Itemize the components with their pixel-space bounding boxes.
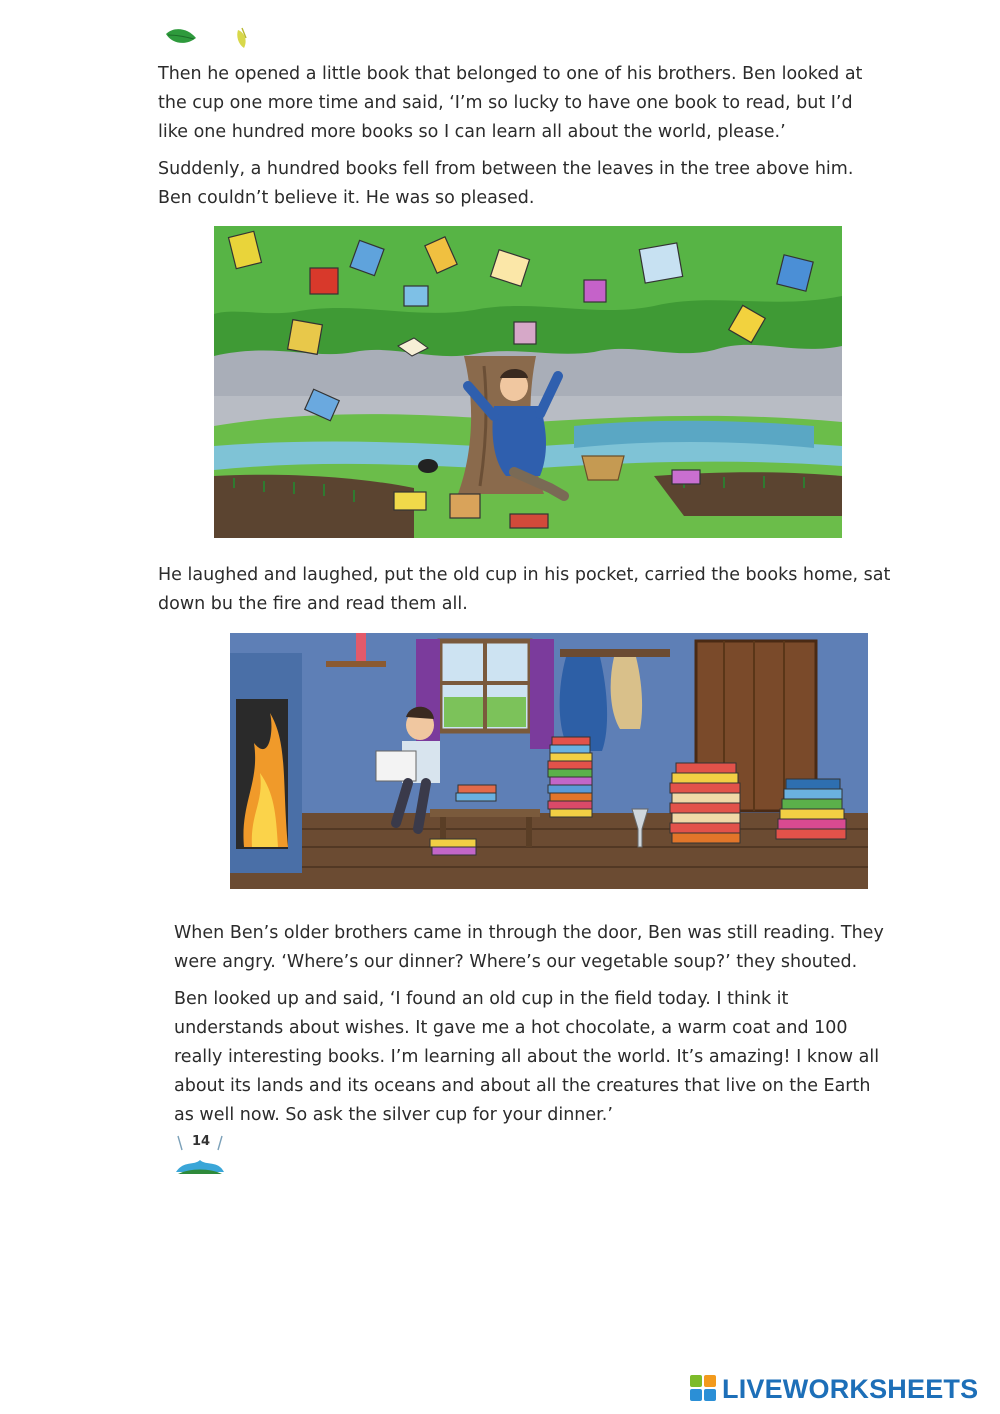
text-line: really interesting books. I’m learning all about the world. It’s amazing! I know all <box>174 1047 880 1067</box>
text-line: like one hundred more books so I can learn all about the world, please.’ <box>158 122 786 142</box>
reading-room-illustration <box>230 633 868 889</box>
text-line: Ben looked up and said, ‘I found an old cup in the field today. I think it <box>174 989 789 1009</box>
paragraph-2 <box>158 155 853 213</box>
paragraph-4 <box>174 919 884 977</box>
liveworksheets-logo-icon <box>690 1375 718 1403</box>
text-line: Suddenly, a hundred books fell from between the leaves in the tree above him. <box>158 159 854 179</box>
text-line: He laughed and laughed, put the old cup in his pocket, carried the books home, sat <box>158 565 891 585</box>
brand-name: LIVEWORKSHEETS <box>722 1373 979 1404</box>
brand-watermark[interactable] <box>690 1373 978 1405</box>
tree-books-illustration <box>214 226 842 538</box>
text-line: were angry. ‘Where’s our dinner? Where’s our vegetable soup?’ they shouted. <box>174 952 858 972</box>
text-line: understands about wishes. It gave me a hot chocolate, a warm coat and 100 <box>174 1018 848 1038</box>
text-line: When Ben’s older brothers came in through the door, Ben was still reading. They <box>174 923 884 943</box>
paragraph-1 <box>158 60 862 147</box>
leaf-icon <box>160 24 260 54</box>
text-line: as well now. So ask the silver cup for your dinner.’ <box>174 1105 613 1125</box>
text-line: Then he opened a little book that belonged to one of his brothers. Ben looked at <box>158 64 863 84</box>
paragraph-5 <box>174 985 879 1130</box>
text-line: about its lands and its oceans and about all the creatures that live on the Earth <box>174 1076 871 1096</box>
page-number: 14 <box>192 1134 211 1149</box>
text-line: the cup one more time and said, ‘I’m so lucky to have one book to read, but I’d <box>158 93 853 113</box>
text-line: Ben couldn’t believe it. He was so pleased. <box>158 188 535 208</box>
page-number-block <box>170 1132 230 1178</box>
paragraph-3 <box>158 561 890 619</box>
text-line: down bu the fire and read them all. <box>158 594 468 614</box>
